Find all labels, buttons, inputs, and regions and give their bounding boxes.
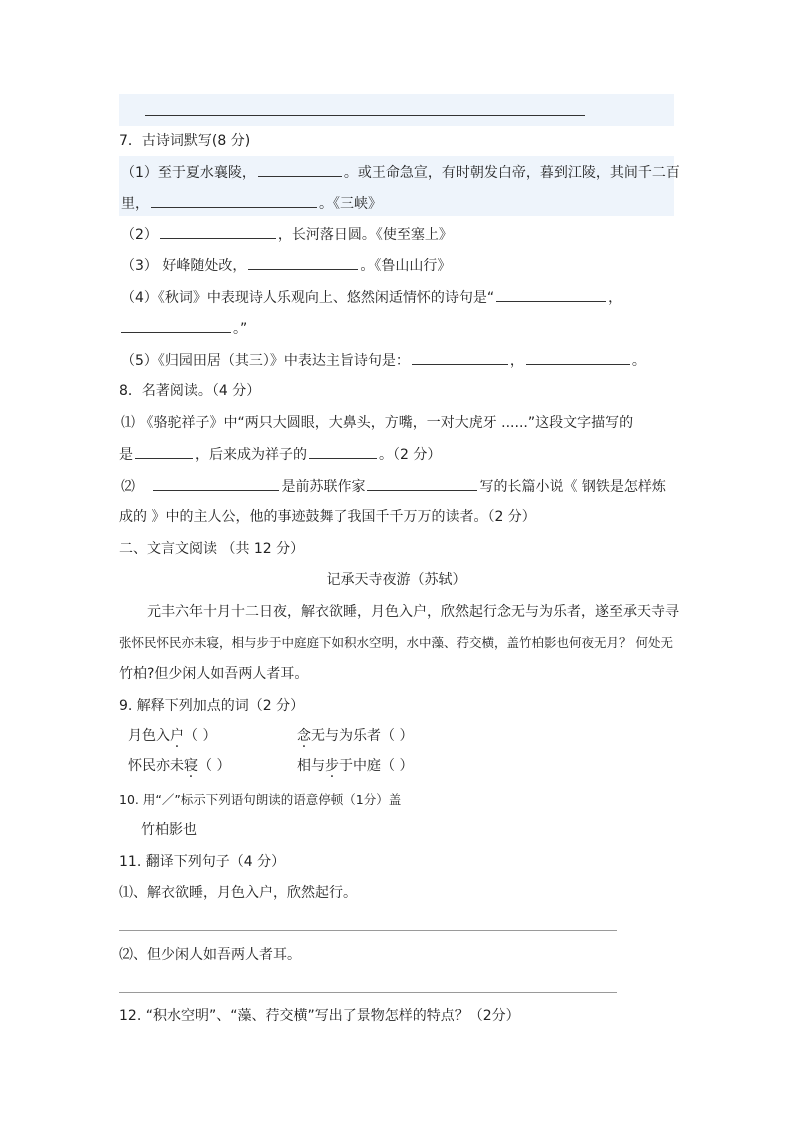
- q7-line-7: [121, 350, 646, 371]
- q9-4-rest[interactable]: 于中庭（ ）: [339, 758, 414, 774]
- q7-4-text-a: （3） 好峰随处改，: [121, 258, 247, 274]
- q9-4-text: 相与: [297, 758, 325, 774]
- q7-line-5: [121, 287, 622, 308]
- answer-blank[interactable]: [412, 350, 508, 365]
- q9-2-dotted-word: 念: [297, 728, 311, 744]
- q7-2-text-a: 里，: [121, 196, 149, 212]
- q9-3-text: 怀民亦未: [128, 758, 184, 774]
- q9-item-2: [297, 726, 413, 746]
- answer-blank[interactable]: [153, 476, 279, 491]
- q8-2-text-b: ，后来成为祥子的: [195, 447, 307, 463]
- answer-line[interactable]: [119, 992, 617, 993]
- answer-blank[interactable]: [526, 350, 630, 365]
- q9-4-dotted-word: 步: [325, 758, 339, 774]
- answer-blank[interactable]: [258, 162, 342, 177]
- q9-1-text: 月色入: [128, 728, 170, 744]
- q7-7-text-a: （5）《归园田居（其三）》中表达主旨诗句是：: [121, 353, 410, 369]
- q8-line-3: [121, 476, 666, 497]
- q8-2-text-a: 是: [119, 447, 133, 463]
- q8-line-4: 成的 》中的主人公，他的事迹鼓舞了我国千千万万的读者。（2 分）: [119, 509, 536, 525]
- q7-line-4: [121, 255, 451, 276]
- q7-1-text-b: 。或王命急宣，有时朝发白帝，暮到江陵，其间千二百: [343, 165, 680, 181]
- q9-item-1: [128, 726, 216, 746]
- q8-3-text-c: 写的长篇小说《 钢铁是怎样炼: [479, 479, 666, 495]
- q9-2-rest[interactable]: 无与为乐者（ ）: [311, 728, 414, 744]
- q9-1-paren[interactable]: （ ）: [184, 728, 217, 744]
- passage-title: 记承天寺夜游（苏轼）: [326, 572, 467, 588]
- answer-blank[interactable]: [248, 255, 358, 270]
- q9-1-dotted-word: 户: [170, 728, 184, 744]
- q10-title: 10. 用“／”标示下列语句朗读的语意停顿（1分）盖: [119, 792, 402, 807]
- passage-line-3: 竹柏?但少闲人如吾两人者耳。: [119, 666, 309, 682]
- answer-line-top: [145, 115, 585, 116]
- answer-line[interactable]: [119, 930, 617, 931]
- q7-7-text-c: 。: [631, 353, 646, 369]
- q11-title: 11. 翻译下列句子（4 分）: [119, 854, 286, 870]
- answer-blank[interactable]: [309, 444, 377, 459]
- q8-3-text-b: 是前苏联作家: [281, 479, 366, 495]
- passage-line-2: 张怀民怀民亦未寝，相与步于中庭庭下如积水空明，水中藻、荇交横，盖竹柏影也何夜无月？ 何处无: [119, 635, 673, 650]
- section-2-title: 二、文言文阅读 （共 12 分）: [119, 541, 305, 557]
- q9-title: 9. 解释下列加点的词（2 分）: [119, 698, 305, 714]
- q8-2-text-c: 。（2 分）: [379, 447, 442, 463]
- q7-line-3: [121, 224, 453, 245]
- q11-sentence-1: ⑴、解衣欲睡，月色入户，欣然起行。: [119, 885, 357, 901]
- passage-line-1: 元丰六年十月十二日夜，解衣欲睡，月色入户，欣然起行念无与为乐者，遂至承天寺寻: [147, 604, 679, 620]
- q10-sentence[interactable]: 竹柏影也: [141, 822, 197, 838]
- q9-item-4: [297, 756, 413, 776]
- q7-line-6: [119, 318, 247, 339]
- q9-item-3: [128, 756, 230, 776]
- q8-3-text-a: ⑵: [121, 479, 135, 495]
- answer-blank[interactable]: [367, 476, 477, 491]
- q7-line-2: [121, 193, 382, 214]
- highlight-top: [119, 94, 674, 126]
- q7-5-text-a: （4）《秋词》中表现诗人乐观向上、悠然闲适情怀的诗句是“: [121, 290, 495, 306]
- q7-title: 7．古诗词默写(8 分): [119, 133, 251, 149]
- q7-3-text-b: ，长河落日圆。《使至塞上》: [277, 227, 453, 243]
- q11-sentence-2: ⑵、但少闲人如吾两人者耳。: [119, 947, 301, 963]
- answer-blank[interactable]: [121, 318, 231, 333]
- q12-title: 12. “积水空明”、“藻、荇交横”写出了景物怎样的特点？（2分）: [119, 1008, 520, 1024]
- q9-3-paren[interactable]: （ ）: [198, 758, 231, 774]
- q7-1-text-a: （1）至于夏水襄陵，: [121, 165, 256, 181]
- q7-6-text-b: 。”: [233, 321, 248, 337]
- q7-7-text-b: ，: [509, 353, 524, 369]
- q7-5-text-b: ，: [608, 290, 623, 306]
- answer-blank[interactable]: [160, 224, 276, 239]
- q7-4-text-b: 。《鲁山山行》: [360, 258, 452, 274]
- q8-line-1: ⑴ 《骆驼祥子》中“两只大圆眼，大鼻头，方嘴，一对大虎牙 ......”这段文字描写的: [121, 415, 634, 431]
- answer-blank[interactable]: [496, 287, 606, 302]
- q8-title: 8．名著阅读。（4 分）: [119, 383, 261, 399]
- q7-3-text-a: （2）: [121, 227, 158, 243]
- q8-line-2: [119, 444, 441, 465]
- q7-line-1: [121, 162, 680, 183]
- q9-3-dotted-word: 寝: [184, 758, 198, 774]
- answer-blank[interactable]: [151, 193, 317, 208]
- q7-2-text-b: 。《三峡》: [319, 196, 382, 212]
- answer-blank[interactable]: [135, 444, 193, 459]
